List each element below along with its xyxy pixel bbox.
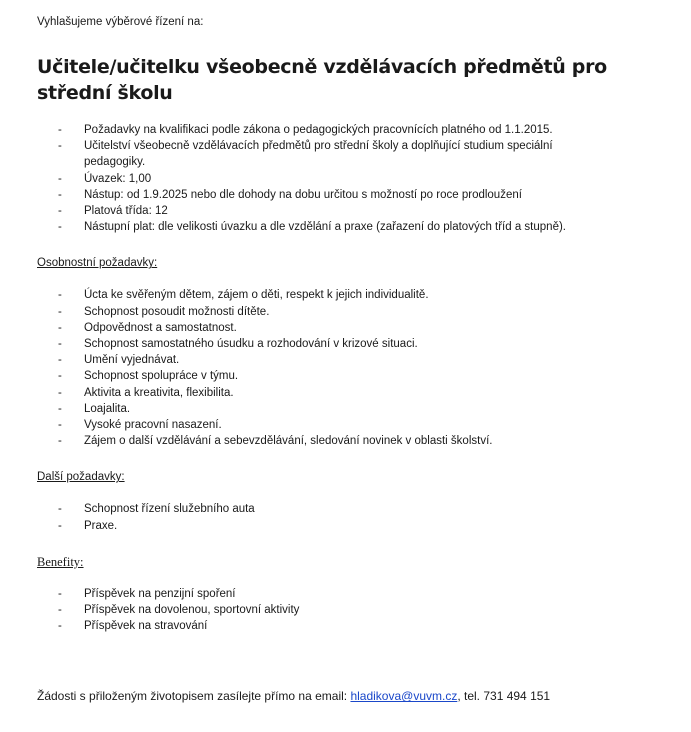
list-item: - Schopnost řízení služebního auta xyxy=(58,503,255,516)
list-item: - Schopnost spolupráce v týmu. xyxy=(58,370,239,383)
list-item: - Odpovědnost a samostatnost. xyxy=(58,321,237,334)
email-link[interactable]: hladikova@vuvm.cz xyxy=(350,689,458,704)
list-item: - Praxe. xyxy=(58,519,118,532)
list-item: - Úvazek: 1,00 xyxy=(58,172,152,185)
contact-prefix: Žádosti s přiloženým životopisem zasílejte přímo na email: xyxy=(37,689,351,704)
list-item: - Nástupní plat: dle velikosti úvazku a dle vzdělání a praxe (zařazení do platových tříd a stupně). xyxy=(58,221,566,234)
personal-requirements-list xyxy=(37,287,667,449)
other-requirements-heading: Další požadavky: xyxy=(37,471,125,484)
benefits-list xyxy=(37,586,667,635)
personal-requirements-heading: Osobnostní požadavky: xyxy=(37,257,158,270)
list-item: - Příspěvek na dovolenou, sportovní aktivity xyxy=(58,604,300,617)
list-item: - Požadavky na kvalifikaci podle zákona o pedagogických pracovnících platného od 1.1.2015. xyxy=(58,124,553,136)
contact-line xyxy=(37,688,667,704)
list-item: - Zájem o další vzdělávání a sebevzdělávání, sledování novinek v oblasti školství. xyxy=(58,435,493,448)
list-item: - Umění vyjednávat. xyxy=(58,354,180,367)
intro-text: Vyhlašujeme výběrové řízení na: xyxy=(37,16,204,28)
list-item: - Příspěvek na stravování xyxy=(58,620,208,633)
list-item: - Schopnost posoudit možnosti dítěte. xyxy=(58,305,270,318)
other-requirements-list xyxy=(37,501,667,533)
requirements-list xyxy=(37,122,667,235)
list-item: - Úcta ke svěřeným dětem, zájem o děti, respekt k jejich individualitě. xyxy=(58,289,429,302)
list-item: - Učitelství všeobecně vzdělávacích předmětů pro střední školy a doplňující studium speciální pedagogiky. xyxy=(58,140,553,169)
list-item: - Nástup: od 1.9.2025 nebo dle dohody na dobu určitou s možností po roce prodloužení xyxy=(58,188,522,201)
list-item: - Schopnost samostatného úsudku a rozhodování v krizové situaci. xyxy=(58,338,418,351)
list-item: - Vysoké pracovní nasazení. xyxy=(58,419,222,432)
list-item: - Příspěvek na penzijní spoření xyxy=(58,587,236,600)
list-item: - Platová třída: 12 xyxy=(58,205,168,218)
benefits-heading: Benefity: xyxy=(37,554,84,569)
page-title: Učitele/učitelku všeobecně vzdělávacích předmětů pro střední školu xyxy=(37,56,607,104)
list-item: - Aktivita a kreativita, flexibilita. xyxy=(58,386,234,399)
list-item: - Loajalita. xyxy=(58,402,131,415)
document-page xyxy=(37,14,667,704)
contact-phone: , tel. 731 494 151 xyxy=(457,689,551,704)
